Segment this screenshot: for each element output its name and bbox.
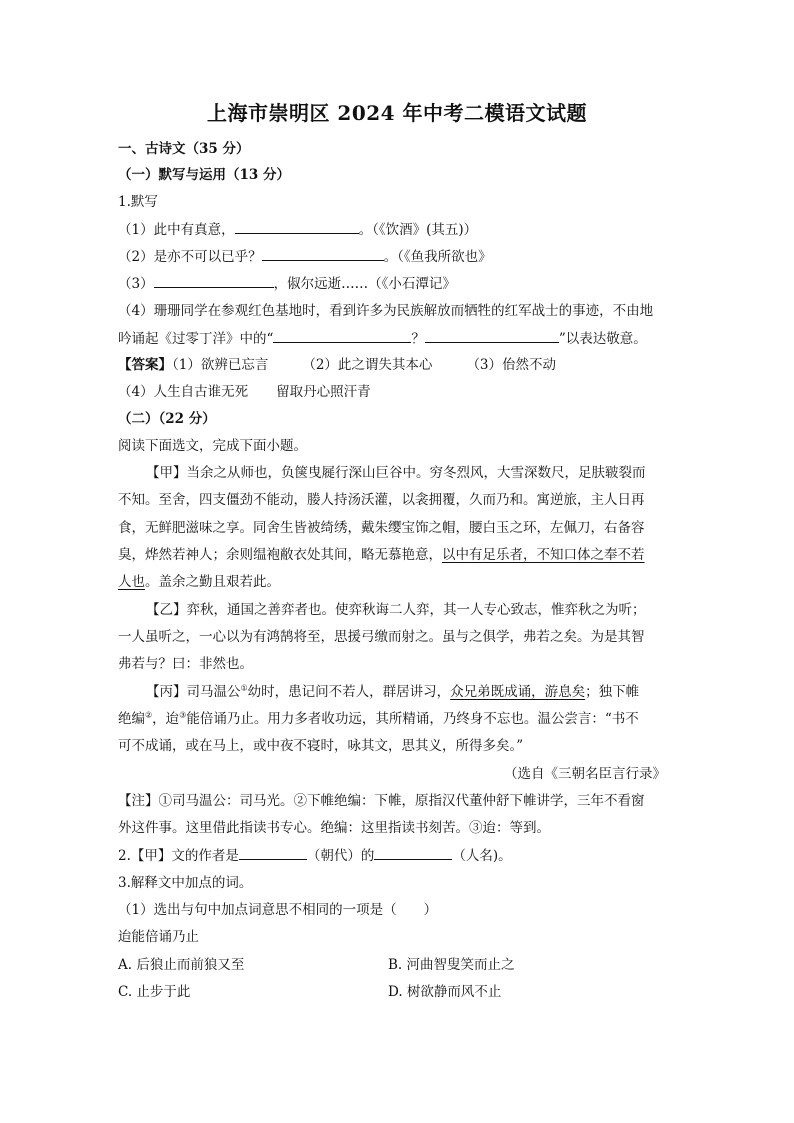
question-stem: 迨能倍诵乃止 xyxy=(118,929,199,945)
passage-jia: 人也。盖余之勤且艰若此。 xyxy=(118,574,280,590)
answer-line-1: 【答案】（1）欲辨已忘言 （2）此之谓失其本心 （3）佁然不动 xyxy=(118,357,557,373)
underlined-sentence: 以中有足乐者，不知口体之奉不若 xyxy=(442,547,645,563)
answer-blank[interactable] xyxy=(425,328,559,343)
underlined-sentence: 众兄弟既成诵，游息矣 xyxy=(450,684,586,700)
option-c[interactable]: C. 止步于此 xyxy=(118,984,191,1000)
source-citation: （选自《三朝名臣言行录》 xyxy=(504,766,666,782)
passage-yi: 【乙】弈秋，通国之善弈者也。使弈秋诲二人弈，其一人专心致志，惟弈秋之为听； xyxy=(146,602,646,618)
answer-blank[interactable] xyxy=(273,328,411,343)
question-1-4: （4）珊珊同学在参观红色基地时，看到许多为民族解放而牺牲的红军战士的事迹，不由地 xyxy=(118,303,654,319)
passage-jia: 食，无鲜肥滋味之享。同舍生皆被绮绣，戴朱缨宝饰之帽，腰白玉之环，左佩刀，右备容 xyxy=(118,520,645,536)
option-b[interactable]: B. 河曲智叟笑而止之 xyxy=(388,957,515,973)
passage-bing: 可不成诵，或在马上，或中夜不寝时，咏其文，思其义，所得多矣。” xyxy=(118,738,524,754)
footnote-marker: ① xyxy=(240,683,248,693)
answer-blank[interactable] xyxy=(235,219,359,234)
question-1: 1.默写 xyxy=(118,194,158,210)
passage-jia: 不知。至舍，四支僵劲不能动，媵人持汤沃灌，以衾拥覆，久而乃和。寓逆旅，主人日再 xyxy=(118,492,645,508)
question-1-3: （3） ，俶尔远逝……（《小石潭记》 xyxy=(118,273,678,293)
question-1-4-cont: 吟诵起《过零丁洋》中的“ ？ ”以表达敬意。 xyxy=(118,328,678,348)
answer-blank[interactable] xyxy=(239,845,307,860)
subsection-heading: （一）默写与运用（13 分） xyxy=(118,167,290,183)
passage-jia: 【甲】当余之从师也，负箧曳屣行深山巨谷中。穷冬烈风，大雪深数尺，足肤皲裂而 xyxy=(146,465,646,481)
footnote: 外这件事。这里借此指读书专心。绝编：这里指读书刻苦。③迨：等到。 xyxy=(118,820,550,836)
question-1-2: （2）是亦不可以已乎？ 。（《鱼我所欲也》 xyxy=(118,246,678,266)
question-3-1: （1）选出与句中加点词意思不相同的一项是（ ） xyxy=(118,902,438,918)
option-a[interactable]: A. 后狼止而前狼又至 xyxy=(118,957,245,973)
subsection-heading-2: （二）（22 分） xyxy=(118,411,216,427)
passage-jia: 臭，烨然若神人；余则缊袍敝衣处其间，略无慕艳意，以中有足乐者，不知口体之奉不若 xyxy=(118,547,645,563)
answer-blank[interactable] xyxy=(262,246,384,261)
section-heading: 一、古诗文（35 分） xyxy=(118,141,250,157)
answer-blank[interactable] xyxy=(374,845,452,860)
passage-bing: 绝编②，迨③能倍诵乃止。用力多者收功远，其所精诵，乃终身不忘也。温公尝言：“书不 xyxy=(118,710,639,727)
footnote-marker: ③ xyxy=(179,710,187,720)
question-2: 2.【甲】文的作者是 （朝代）的 （人名)。 xyxy=(118,845,678,865)
question-3: 3.解释文中加点的词。 xyxy=(118,875,253,891)
option-d[interactable]: D. 树欲静而风不止 xyxy=(388,984,502,1000)
footnote: 【注】①司马温公：司马光。②下帷绝编：下帷，原指汉代董仲舒下帷讲学，三年不看窗 xyxy=(118,793,645,809)
passage-bing: 【丙】司马温公①幼时，患记问不若人，群居讲习，众兄弟既成诵，游息矣；独下帷 xyxy=(146,683,640,700)
footnote-marker: ② xyxy=(145,710,153,720)
underlined-sentence: 人也 xyxy=(118,574,145,590)
page-title: 上海市崇明区 2024 年中考二模语文试题 xyxy=(206,101,588,125)
answer-line-2: （4）人生自古谁无死 留取丹心照汗青 xyxy=(118,384,371,400)
answer-blank[interactable] xyxy=(154,273,274,288)
options-row xyxy=(118,955,678,975)
passage-yi: 一人虽听之，一心以为有鸿鹄将至，思援弓缴而射之。虽与之俱学，弗若之矣。为是其智 xyxy=(118,629,645,645)
options-row xyxy=(118,982,678,1002)
reading-instruction: 阅读下面选文，完成下面小题。 xyxy=(118,438,307,454)
question-1-1: （1）此中有真意， 。（《饮酒》(其五)） xyxy=(118,219,678,239)
passage-yi: 弗若与？曰：非然也。 xyxy=(118,656,253,672)
